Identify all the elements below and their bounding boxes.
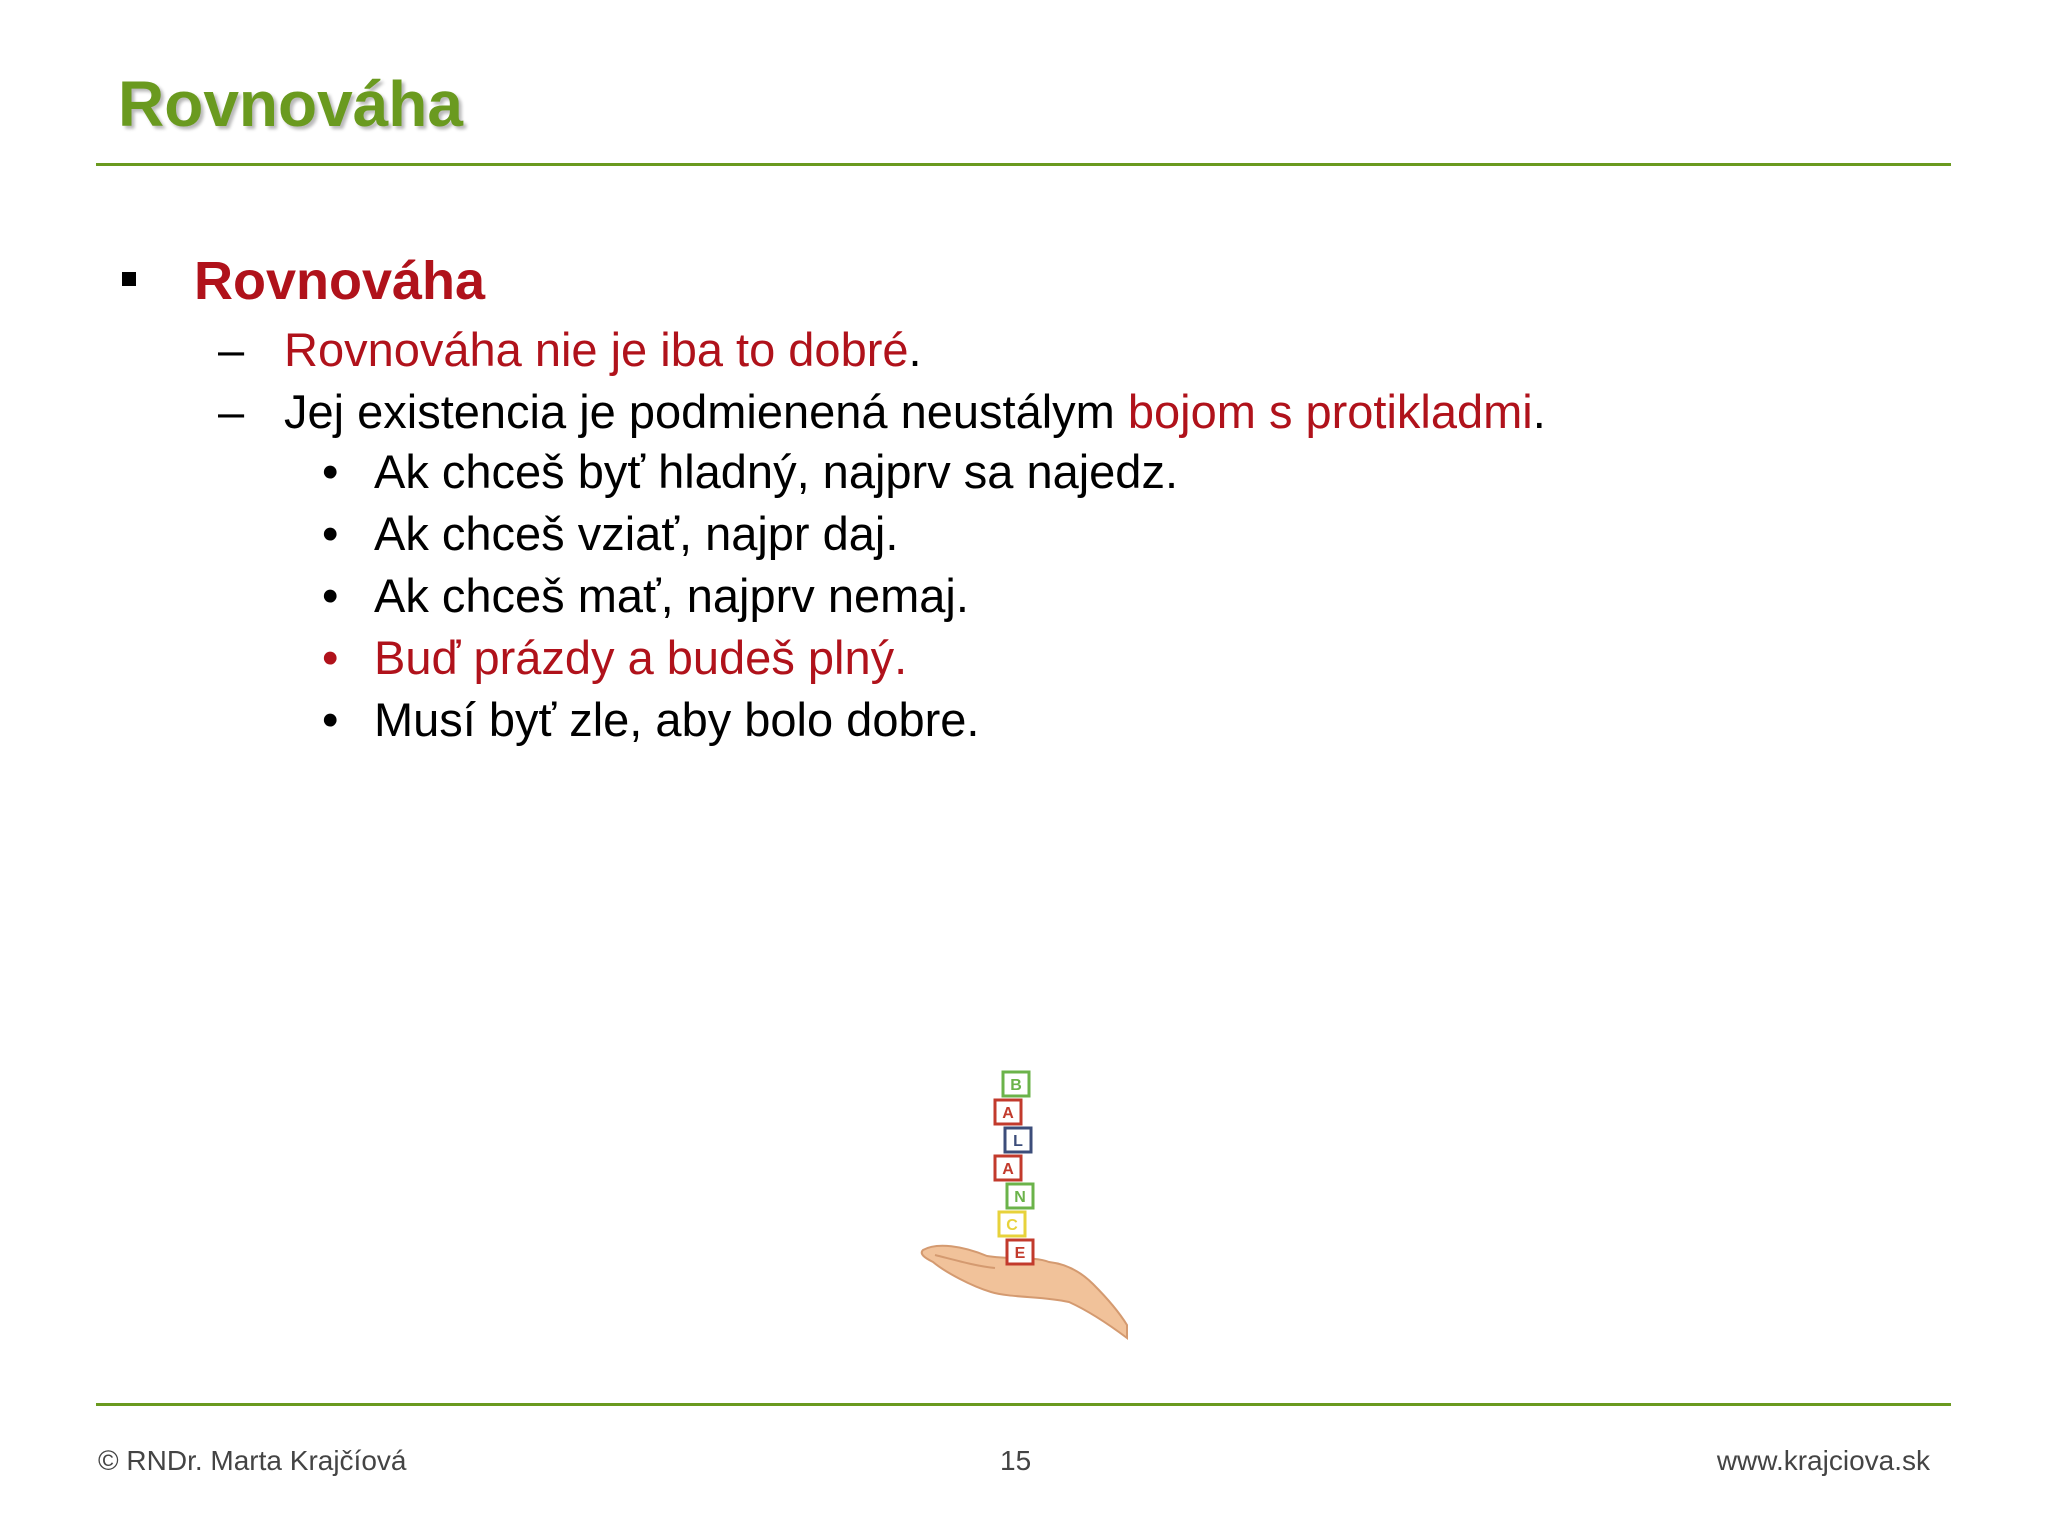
block-letter: B: [1010, 1077, 1022, 1094]
block-letter: C: [1006, 1217, 1018, 1234]
plain-text: Jej existencia je podmienená neustálym: [284, 385, 1128, 438]
hand-with-blocks-illustration: [915, 1050, 1130, 1350]
highlight-text: Rovnováha nie je iba to dobré: [284, 323, 909, 376]
bullet-text: Ak chceš mať, najprv nemaj.: [374, 569, 969, 622]
plain-text: .: [908, 323, 922, 376]
square-bullet-icon: [122, 272, 136, 286]
bullet-text: [284, 384, 1546, 439]
balance-blocks-image: [915, 1050, 1130, 1350]
dash-bullet-icon: –: [218, 385, 245, 438]
highlight-text: bojom s protikladmi: [1127, 385, 1533, 438]
plain-text: .: [1532, 385, 1546, 438]
bullet-text: [284, 322, 922, 377]
block-letter: A: [1002, 1161, 1014, 1178]
dot-bullet-icon: •: [322, 507, 339, 560]
title-divider: [96, 163, 1951, 166]
block-letter: L: [1013, 1133, 1023, 1150]
footer-website: www.krajciova.sk: [1716, 1445, 1930, 1476]
block-letter: A: [1002, 1105, 1014, 1122]
slide-title: Rovnováha: [118, 68, 463, 140]
dot-bullet-icon: •: [322, 445, 339, 498]
bullet-text: Buď prázdy a budeš plný.: [374, 631, 908, 684]
bullet-text: Musí byť zle, aby bolo dobre.: [374, 693, 980, 746]
dash-bullet-icon: –: [218, 323, 245, 376]
page-number: 15: [1000, 1445, 1032, 1476]
bullet-text: Ak chceš vziať, najpr daj.: [374, 507, 899, 560]
block-letter: E: [1014, 1245, 1026, 1262]
block-letter: N: [1014, 1189, 1026, 1206]
letter-blocks: [995, 1072, 1033, 1264]
dot-bullet-icon: •: [322, 631, 339, 684]
bullet-text: Ak chceš byť hladný, najprv sa najedz.: [374, 445, 1179, 498]
dot-bullet-icon: •: [322, 569, 339, 622]
footer-author: © RNDr. Marta Krajčíová: [98, 1445, 407, 1476]
footer-divider: [96, 1403, 1951, 1406]
bullet-heading: Rovnováha: [194, 251, 486, 311]
dot-bullet-icon: •: [322, 693, 339, 746]
